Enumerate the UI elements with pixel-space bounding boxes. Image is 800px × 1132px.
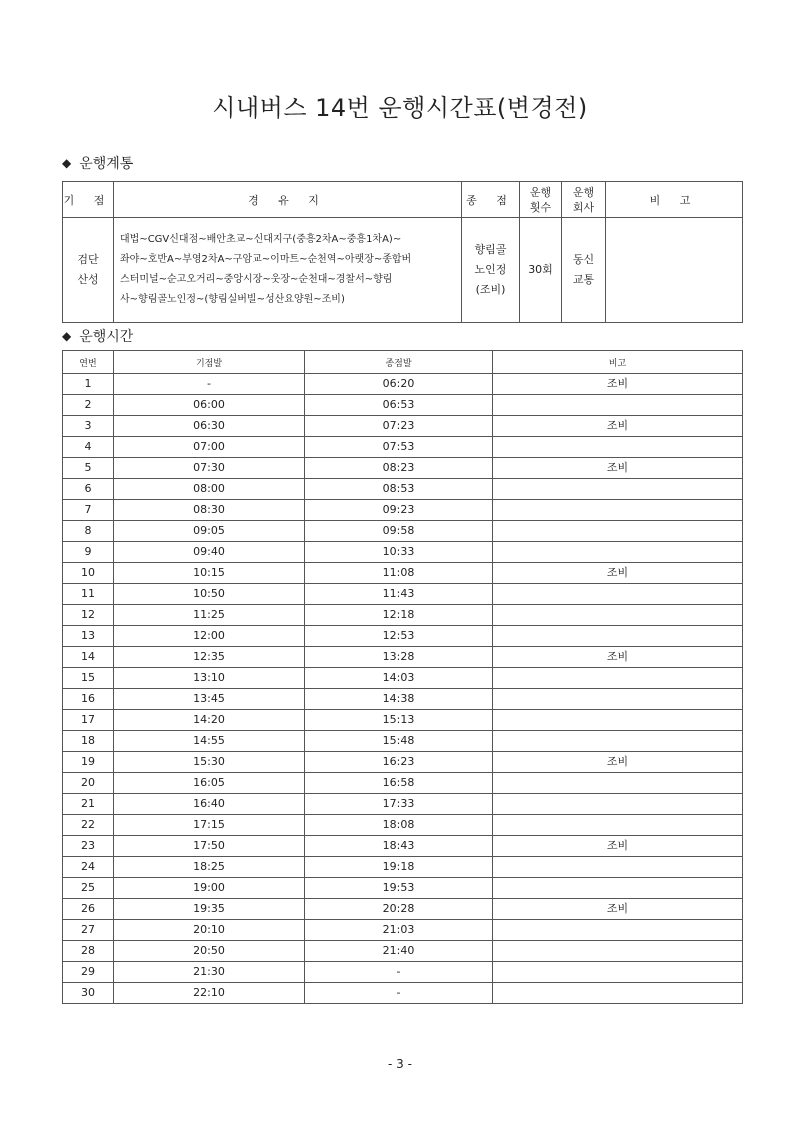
cell-depart: 17:15 xyxy=(114,815,305,836)
cell-depart: 10:15 xyxy=(114,563,305,584)
cell-no: 17 xyxy=(63,710,114,731)
cell-depart: 10:50 xyxy=(114,584,305,605)
cell-arrive: 10:33 xyxy=(305,542,493,563)
cell-arrive: 20:28 xyxy=(305,899,493,920)
cell-no: 11 xyxy=(63,584,114,605)
cell-depart: 14:55 xyxy=(114,731,305,752)
cell-arrive: 09:58 xyxy=(305,521,493,542)
cell-arrive: 21:03 xyxy=(305,920,493,941)
cell-arrive: 21:40 xyxy=(305,941,493,962)
section-heading-schedule xyxy=(62,326,133,346)
cell-count: 30회 xyxy=(520,218,562,323)
cell-arrive: 14:38 xyxy=(305,689,493,710)
cell-no: 6 xyxy=(63,479,114,500)
cell-no: 21 xyxy=(63,794,114,815)
cell-arrive: 11:08 xyxy=(305,563,493,584)
cell-note: 조비 xyxy=(493,647,743,668)
cell-note xyxy=(493,689,743,710)
cell-note: 조비 xyxy=(493,563,743,584)
cell-depart: 09:05 xyxy=(114,521,305,542)
cell-arrive: 15:48 xyxy=(305,731,493,752)
table-row xyxy=(63,689,743,710)
cell-no: 25 xyxy=(63,878,114,899)
header-arrive: 종점발 xyxy=(305,351,493,374)
header-no: 연번 xyxy=(63,351,114,374)
cell-depart: 16:40 xyxy=(114,794,305,815)
table-row xyxy=(63,731,743,752)
header-count: 운행 횟수 xyxy=(520,182,562,218)
table-row xyxy=(63,437,743,458)
cell-depart: 17:50 xyxy=(114,836,305,857)
cell-note xyxy=(493,521,743,542)
cell-note xyxy=(493,878,743,899)
table-row xyxy=(63,563,743,584)
diamond-bullet-icon: ◆ xyxy=(62,329,72,343)
cell-arrive: 14:03 xyxy=(305,668,493,689)
cell-depart: 22:10 xyxy=(114,983,305,1004)
cell-depart: 09:40 xyxy=(114,542,305,563)
cell-note xyxy=(493,479,743,500)
header-end: 종 점 xyxy=(462,182,520,218)
cell-depart: 12:00 xyxy=(114,626,305,647)
route-table xyxy=(62,181,743,323)
table-row xyxy=(63,395,743,416)
cell-no: 24 xyxy=(63,857,114,878)
cell-arrive: 07:53 xyxy=(305,437,493,458)
cell-start: 검단 산성 xyxy=(63,218,114,323)
table-row xyxy=(63,941,743,962)
cell-note xyxy=(493,857,743,878)
cell-note xyxy=(493,941,743,962)
cell-no: 22 xyxy=(63,815,114,836)
cell-depart: 13:45 xyxy=(114,689,305,710)
cell-depart: 08:30 xyxy=(114,500,305,521)
cell-arrive: 06:53 xyxy=(305,395,493,416)
cell-note: 조비 xyxy=(493,752,743,773)
timetable xyxy=(62,350,743,1004)
cell-depart: - xyxy=(114,374,305,395)
table-row xyxy=(63,752,743,773)
cell-arrive: 18:43 xyxy=(305,836,493,857)
cell-via: 대법~CGV신대점~배안초교~신대지구(중흥2차A~중흥1차A)~ 좌야~호반A~부영2차A~구암교~이마트~순천역~아랫장~종합버 스터미널~순고오거리~중앙시장~웃장~순천대~경찰서~향림 사~향림골노인정~(향림실버빌~성산요양원~조비) xyxy=(114,218,462,323)
table-row xyxy=(63,878,743,899)
header-note: 비고 xyxy=(493,351,743,374)
header-company: 운행 회사 xyxy=(562,182,606,218)
cell-depart: 19:00 xyxy=(114,878,305,899)
section-label: 운행시간 xyxy=(79,329,134,345)
cell-note xyxy=(606,218,743,323)
cell-no: 23 xyxy=(63,836,114,857)
cell-note xyxy=(493,773,743,794)
table-row xyxy=(63,920,743,941)
cell-arrive: 12:53 xyxy=(305,626,493,647)
timetable-header-row xyxy=(63,351,743,374)
cell-no: 28 xyxy=(63,941,114,962)
cell-no: 18 xyxy=(63,731,114,752)
cell-note: 조비 xyxy=(493,899,743,920)
cell-end: 향림골 노인정 (조비) xyxy=(462,218,520,323)
cell-arrive: 16:58 xyxy=(305,773,493,794)
cell-no: 29 xyxy=(63,962,114,983)
cell-depart: 21:30 xyxy=(114,962,305,983)
table-row xyxy=(63,710,743,731)
cell-arrive: 13:28 xyxy=(305,647,493,668)
table-row xyxy=(63,416,743,437)
cell-arrive: - xyxy=(305,983,493,1004)
cell-note: 조비 xyxy=(493,416,743,437)
diamond-bullet-icon: ◆ xyxy=(62,156,72,170)
cell-depart: 13:10 xyxy=(114,668,305,689)
table-row xyxy=(63,836,743,857)
page-title: 시내버스 14번 운행시간표(변경전) xyxy=(212,94,588,122)
cell-no: 27 xyxy=(63,920,114,941)
cell-arrive: 08:53 xyxy=(305,479,493,500)
table-row xyxy=(63,794,743,815)
header-depart: 기점발 xyxy=(114,351,305,374)
cell-depart: 20:50 xyxy=(114,941,305,962)
table-row xyxy=(63,542,743,563)
table-row xyxy=(63,647,743,668)
cell-depart: 19:35 xyxy=(114,899,305,920)
cell-arrive: - xyxy=(305,962,493,983)
cell-no: 14 xyxy=(63,647,114,668)
cell-arrive: 16:23 xyxy=(305,752,493,773)
table-row xyxy=(63,983,743,1004)
cell-no: 1 xyxy=(63,374,114,395)
header-start: 기 점 xyxy=(63,182,114,218)
cell-note xyxy=(493,626,743,647)
table-row xyxy=(63,374,743,395)
table-row xyxy=(63,605,743,626)
cell-no: 2 xyxy=(63,395,114,416)
cell-arrive: 09:23 xyxy=(305,500,493,521)
cell-depart: 06:00 xyxy=(114,395,305,416)
cell-no: 9 xyxy=(63,542,114,563)
cell-note: 조비 xyxy=(493,458,743,479)
header-note: 비 고 xyxy=(606,182,743,218)
cell-depart: 18:25 xyxy=(114,857,305,878)
cell-arrive: 06:20 xyxy=(305,374,493,395)
route-header-row xyxy=(63,182,743,218)
cell-note xyxy=(493,500,743,521)
cell-depart: 07:30 xyxy=(114,458,305,479)
cell-arrive: 07:23 xyxy=(305,416,493,437)
cell-depart: 12:35 xyxy=(114,647,305,668)
cell-arrive: 11:43 xyxy=(305,584,493,605)
route-row xyxy=(63,218,743,323)
cell-note xyxy=(493,983,743,1004)
cell-no: 4 xyxy=(63,437,114,458)
cell-arrive: 19:53 xyxy=(305,878,493,899)
table-row xyxy=(63,521,743,542)
table-row xyxy=(63,962,743,983)
cell-no: 7 xyxy=(63,500,114,521)
cell-depart: 15:30 xyxy=(114,752,305,773)
table-row xyxy=(63,857,743,878)
cell-note: 조비 xyxy=(493,836,743,857)
cell-depart: 06:30 xyxy=(114,416,305,437)
table-row xyxy=(63,668,743,689)
table-row xyxy=(63,815,743,836)
cell-depart: 20:10 xyxy=(114,920,305,941)
cell-no: 16 xyxy=(63,689,114,710)
cell-depart: 07:00 xyxy=(114,437,305,458)
cell-arrive: 17:33 xyxy=(305,794,493,815)
cell-note xyxy=(493,668,743,689)
cell-note: 조비 xyxy=(493,374,743,395)
cell-arrive: 18:08 xyxy=(305,815,493,836)
cell-no: 30 xyxy=(63,983,114,1004)
cell-note xyxy=(493,731,743,752)
page-number: - 3 - xyxy=(388,1057,412,1071)
cell-note xyxy=(493,584,743,605)
section-label: 운행계통 xyxy=(79,156,134,172)
table-row xyxy=(63,584,743,605)
table-row xyxy=(63,773,743,794)
section-heading-route xyxy=(62,153,133,173)
cell-note xyxy=(493,794,743,815)
table-row xyxy=(63,500,743,521)
cell-note xyxy=(493,962,743,983)
cell-no: 13 xyxy=(63,626,114,647)
cell-arrive: 12:18 xyxy=(305,605,493,626)
cell-no: 8 xyxy=(63,521,114,542)
cell-no: 3 xyxy=(63,416,114,437)
cell-arrive: 15:13 xyxy=(305,710,493,731)
cell-arrive: 19:18 xyxy=(305,857,493,878)
table-row xyxy=(63,458,743,479)
cell-no: 10 xyxy=(63,563,114,584)
table-row xyxy=(63,626,743,647)
cell-no: 26 xyxy=(63,899,114,920)
cell-depart: 14:20 xyxy=(114,710,305,731)
cell-depart: 08:00 xyxy=(114,479,305,500)
cell-no: 5 xyxy=(63,458,114,479)
cell-note xyxy=(493,542,743,563)
cell-note xyxy=(493,395,743,416)
cell-depart: 16:05 xyxy=(114,773,305,794)
cell-no: 12 xyxy=(63,605,114,626)
table-row xyxy=(63,899,743,920)
header-via: 경 유 지 xyxy=(114,182,462,218)
cell-note xyxy=(493,437,743,458)
cell-note xyxy=(493,920,743,941)
cell-depart: 11:25 xyxy=(114,605,305,626)
cell-note xyxy=(493,710,743,731)
cell-no: 19 xyxy=(63,752,114,773)
cell-no: 15 xyxy=(63,668,114,689)
cell-company: 동신 교통 xyxy=(562,218,606,323)
cell-no: 20 xyxy=(63,773,114,794)
cell-note xyxy=(493,815,743,836)
table-row xyxy=(63,479,743,500)
cell-note xyxy=(493,605,743,626)
cell-arrive: 08:23 xyxy=(305,458,493,479)
